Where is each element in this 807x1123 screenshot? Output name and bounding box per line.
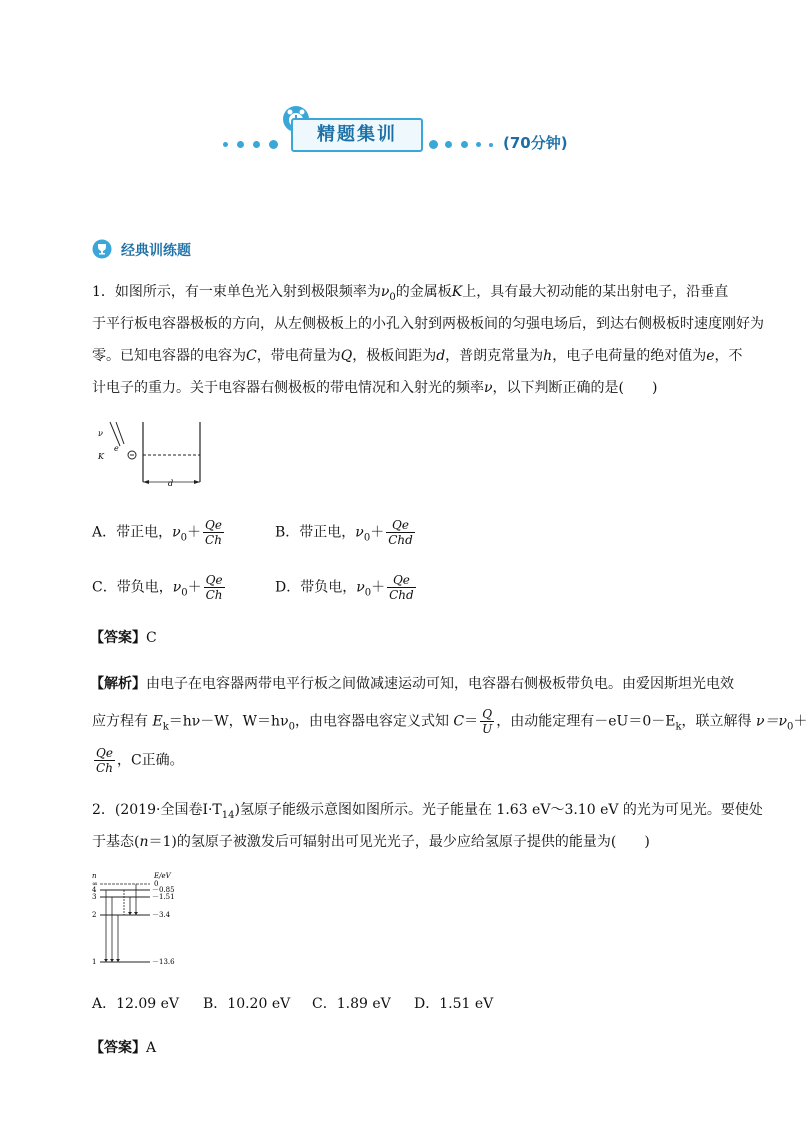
level-n-inf: ∞ bbox=[92, 880, 98, 888]
q2-line-2: 于基态(n＝1)的氢原子被激发后可辐射出可见光光子，最少应给氢原子提供的能量为( ) bbox=[92, 834, 650, 850]
fig-n-label: n bbox=[92, 872, 97, 880]
q1-analysis-line-1: 【解析】由电子在电容器两带电平行板之间做减速运动可知，电容器右侧极板带负电。由爱因斯坦光电效 bbox=[90, 676, 734, 692]
q1-option-b[interactable]: B．带正电，$\nu_0+$ $\frac{Qe}{\text{Chd}}$ bbox=[275, 518, 413, 547]
q1-analysis-line-2: 应方程有 $E_k=h\nu-W$，$W=h\nu_0$，由电容器电容定义式知 C＝ $\frac{Q}{U}$ ，由动能定理有$-eU=0-E_k$，联立解得 $\nu=\nu_0+$ bbox=[92, 707, 807, 736]
decor-dot bbox=[269, 140, 278, 149]
level-e-3: －1.51 bbox=[152, 893, 175, 901]
decor-dot bbox=[489, 143, 493, 147]
q1-line-4: 计电子的重力。关于电容器右侧极板的带电情况和入射光的频率ν，以下判断正确的是( ) bbox=[92, 380, 658, 396]
fig-k-label: K bbox=[98, 452, 104, 461]
q2-line-1: 2．(2019·全国卷$Ⅰ\cdot T_{14}$)氢原子能级示意图如图所示。光子能量在 1.63 eV～3.10 eV 的光为可见光。要使处 bbox=[92, 802, 763, 821]
q2-option-d[interactable]: D．1.51 eV bbox=[414, 996, 494, 1012]
banner-title: 精题集训 bbox=[291, 118, 423, 152]
level-n-4: 4 bbox=[92, 886, 97, 894]
q1-option-a[interactable]: A．带正电，$\nu_0+$ $\frac{Qe}{Ch}$ bbox=[92, 518, 222, 547]
level-e-4: －0.85 bbox=[152, 886, 175, 894]
level-e-1: －13.6 bbox=[152, 958, 175, 966]
fig-e-label: e bbox=[114, 444, 119, 453]
q1-line-2: 于平行板电容器极板的方向，从左侧极板上的小孔入射到两极板间的匀强电场后，到达右侧极板时速度刚好为 bbox=[92, 316, 764, 332]
section-title: 经典训练题 bbox=[121, 243, 191, 259]
q2-option-c[interactable]: C．1.89 eV bbox=[312, 996, 391, 1012]
fig-e-axis-label: E/eV bbox=[154, 872, 171, 880]
decor-dot bbox=[445, 141, 452, 148]
fig-d-label: d bbox=[168, 479, 174, 488]
capacitor-diagram bbox=[88, 418, 218, 490]
q1-line-1: 1．如图所示，有一束单色光入射到极限频率为$\nu_0$的金属板K上，具有最大初动能的某出射电子，沿垂直 bbox=[92, 284, 729, 303]
level-n-1: 1 bbox=[92, 958, 97, 966]
q1-analysis-line-3: $\frac{Qe}{Ch}$ ，C正确。 bbox=[96, 746, 184, 775]
decor-dot bbox=[253, 141, 260, 148]
trophy-icon bbox=[92, 239, 112, 259]
q1-line-3: 零。已知电容器的电容为C，带电荷量为Q，极板间距为d，普朗克常量为h，电子电荷量的绝对值为e，不 bbox=[92, 348, 743, 364]
fig-nu-label: ν bbox=[98, 429, 103, 438]
q1-answer: 【答案】C bbox=[90, 630, 157, 646]
decor-dot bbox=[223, 142, 228, 147]
q1-option-d[interactable]: D．带负电，$\nu_0+$ $\frac{Qe}{\text{Chd}}$ bbox=[275, 573, 414, 602]
decor-dot bbox=[237, 141, 244, 148]
time-note: (70分钟) bbox=[503, 134, 568, 152]
decor-dot bbox=[429, 140, 438, 149]
level-e-2: －3.4 bbox=[152, 911, 171, 919]
q2-answer: 【答案】A bbox=[90, 1040, 157, 1056]
decor-dot bbox=[476, 142, 481, 147]
energy-level-diagram bbox=[86, 870, 196, 970]
level-n-2: 2 bbox=[92, 911, 97, 919]
decor-dot bbox=[461, 141, 468, 148]
level-n-3: 3 bbox=[92, 893, 97, 901]
q2-option-b[interactable]: B．10.20 eV bbox=[203, 996, 291, 1012]
q2-option-a[interactable]: A．12.09 eV bbox=[92, 996, 180, 1012]
q1-option-c[interactable]: C．带负电，$\nu_0+$ $\frac{Qe}{Ch}$ bbox=[92, 573, 223, 602]
level-e-inf: 0 bbox=[154, 880, 159, 888]
